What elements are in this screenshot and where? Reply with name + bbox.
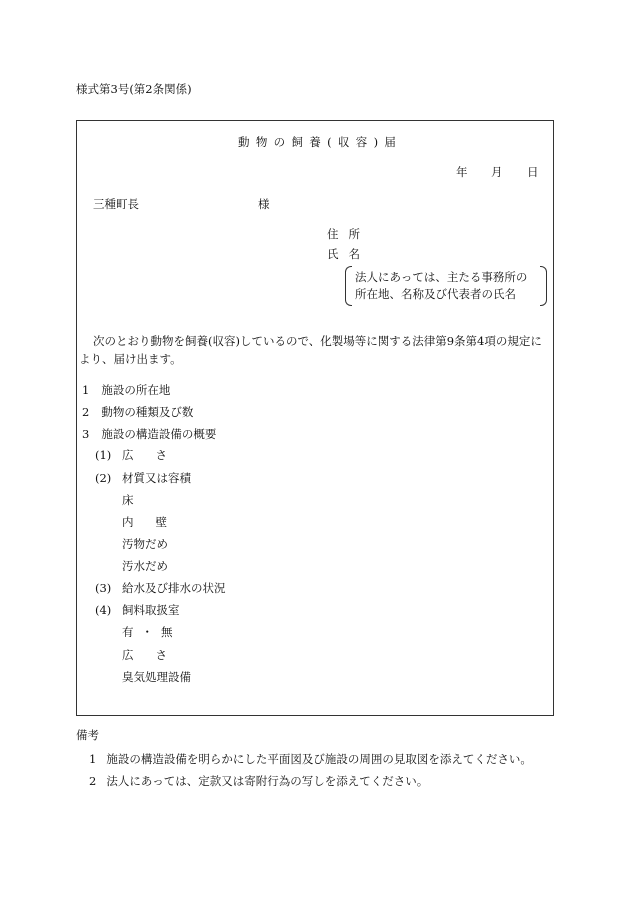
address-label-char-2: 所 bbox=[348, 227, 360, 241]
area-char-2: さ bbox=[155, 448, 167, 462]
inner-wall-char-1: 内 bbox=[122, 515, 134, 529]
address-label bbox=[327, 229, 360, 241]
sub-item-1-number: (1) bbox=[95, 448, 112, 462]
feed-area-char-1: 広 bbox=[122, 648, 134, 662]
inner-wall-char-2: 壁 bbox=[155, 515, 167, 529]
item-number: 3 bbox=[82, 427, 90, 441]
date-day: 日 bbox=[527, 165, 539, 179]
presence-no: 無 bbox=[161, 625, 173, 639]
note-bracket-right bbox=[540, 266, 547, 306]
name-label-char-2: 名 bbox=[348, 247, 360, 261]
form-title: 動物の飼養(収容)届 bbox=[238, 135, 403, 149]
date-month: 月 bbox=[491, 165, 503, 179]
name-label-char-1: 氏 bbox=[327, 247, 339, 261]
remark-text: 法人にあっては、定款又は寄附行為の写しを添えてください。 bbox=[106, 774, 429, 788]
item-text: 施設の構造設備の概要 bbox=[101, 427, 217, 441]
sub-item-3-number: (3) bbox=[95, 581, 112, 595]
presence-choice bbox=[122, 627, 173, 639]
addressee-name: 三種町長 bbox=[93, 197, 139, 211]
statement-line-2: より、届け出ます。 bbox=[79, 352, 182, 366]
sub-item-2-number: (2) bbox=[95, 471, 112, 485]
form-number-label: 様式第3号(第2条関係) bbox=[76, 82, 192, 96]
name-label bbox=[327, 249, 360, 261]
sub-item-1-text bbox=[122, 450, 167, 462]
feed-area-char-2: さ bbox=[155, 648, 167, 662]
address-label-char-1: 住 bbox=[327, 227, 339, 241]
remark-2 bbox=[89, 776, 428, 788]
remark-text: 施設の構造設備を明らかにした平面図及び施設の周囲の見取図を添えてください。 bbox=[106, 752, 532, 766]
floor-label: 床 bbox=[122, 493, 134, 507]
feed-room-area bbox=[122, 650, 167, 662]
statement-line-1: 次のとおり動物を飼養(収容)しているので、化製場等に関する法律第9条第4項の規定に bbox=[93, 334, 542, 348]
sub-item-3-text: 給水及び排水の状況 bbox=[122, 581, 226, 595]
item-number: 1 bbox=[82, 383, 90, 397]
presence-yes: 有 bbox=[122, 625, 134, 639]
item-number: 2 bbox=[82, 405, 90, 419]
remark-number: 1 bbox=[89, 752, 97, 766]
corporate-note-line-1: 法人にあっては、主たる事務所の bbox=[355, 270, 528, 284]
note-bracket-left bbox=[345, 266, 352, 306]
sub-item-4-number: (4) bbox=[95, 603, 112, 617]
item-3 bbox=[82, 429, 216, 441]
date-year: 年 bbox=[456, 165, 468, 179]
remark-1 bbox=[89, 754, 532, 766]
item-text: 施設の所在地 bbox=[101, 383, 171, 397]
corporate-note-line-2: 所在地、名称及び代表者の氏名 bbox=[355, 287, 516, 301]
filth-tank-label: 汚物だめ bbox=[122, 537, 168, 551]
remark-number: 2 bbox=[89, 774, 97, 788]
sub-item-4-text: 飼料取扱室 bbox=[122, 603, 180, 617]
remarks-heading: 備考 bbox=[76, 728, 99, 742]
odor-equipment-label: 臭気処理設備 bbox=[122, 670, 191, 684]
sub-item-2-text: 材質又は容積 bbox=[122, 471, 191, 485]
addressee-honorific: 様 bbox=[258, 197, 270, 211]
item-2 bbox=[82, 407, 193, 419]
presence-separator: ・ bbox=[141, 625, 153, 639]
sewage-tank-label: 汚水だめ bbox=[122, 559, 168, 573]
item-text: 動物の種類及び数 bbox=[101, 405, 194, 419]
area-char-1: 広 bbox=[122, 448, 134, 462]
item-1 bbox=[82, 385, 170, 397]
inner-wall-label bbox=[122, 517, 167, 529]
